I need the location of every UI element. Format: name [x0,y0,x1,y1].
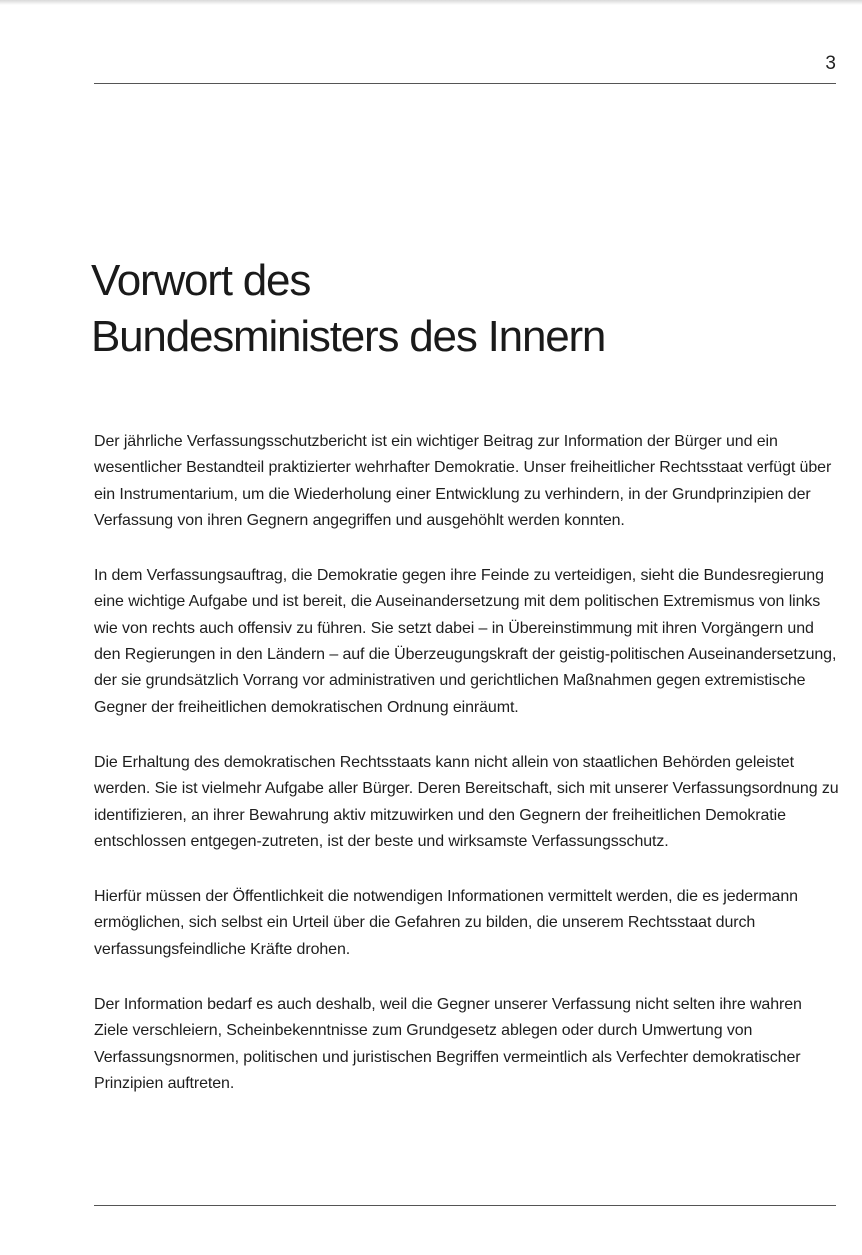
paragraph-3: Die Erhaltung des demokratischen Rechtsstaats kann nicht allein von staatlichen Behörden geleistet werden. Sie ist vielmehr Aufgabe aller Bürger. Deren Bereitschaft, sich mit unserer Verfassungsordnung zu identifizieren, an ihrer Bewahrung aktiv mitzuwirken und den Gegnern der freiheitlichen Demokratie entschlossen entgegen-zutreten, ist der beste und wirksamste Verfassungsschutz. [94,753,839,850]
paragraph-2: In dem Verfassungsauftrag, die Demokratie gegen ihre Feinde zu verteidigen, sieht die Bundesregierung eine wichtige Aufgabe und ist bereit, die Auseinandersetzung mit dem politischen Extremismus von links wie von rechts auch offensiv zu führen. Sie setzt dabei – in Übereinstimmung mit ihren Vorgängern und den Regierungen in den Ländern – auf die Überzeugungskraft der geistig-politischen Auseinandersetzung, der sie grundsätzlich Vorrang vor administrativen und gerichtlichen Maßnahmen gegen extremistische Gegner der freiheitlichen demokratischen Ordnung einräumt. [94,567,837,716]
paragraph-1: Der jährliche Verfassungsschutzbericht ist ein wichtiger Beitrag zur Information der Bürger und ein wesentlicher Bestandteil praktizierter wehrhafter Demokratie. Unser freiheitlicher Rechtsstaat verfügt über ein Instrumentarium, um die Wiederholung einer Entwicklung zu verhindern, in der Grundprinzipien der Verfassung von ihren Gegnern angegriffen und ausgehöhlt werden konnten. [94,433,832,529]
scan-top-edge [0,0,862,5]
page-title [91,253,605,365]
page-number: 3 [825,53,836,74]
paragraph-4: Hierfür müssen der Öffentlichkeit die notwendigen Informationen vermittelt werden, die es jedermann ermöglichen, sich selbst ein Urteil über die Gefahren zu bilden, die unserem Rechtsstaat durch verfassungsfeindliche Kräfte drohen. [94,888,798,958]
paragraph-5: Der Information bedarf es auch deshalb, weil die Gegner unserer Verfassung nicht selten ihre wahren Ziele verschleiern, Scheinbekenntnisse zum Grundgesetz ablegen oder durch Umwertung von Verfassungsnormen, politischen und juristischen Begriffen vermeintlich als Verfechter demokratischer Prinzipien auftreten. [94,996,802,1092]
footer-rule [94,1205,836,1206]
header-rule [94,83,836,84]
page-title-line-2: Bundesministers des Innern [91,312,606,361]
body-text [94,429,840,1126]
page-title-line-1: Vorwort des [91,256,311,305]
